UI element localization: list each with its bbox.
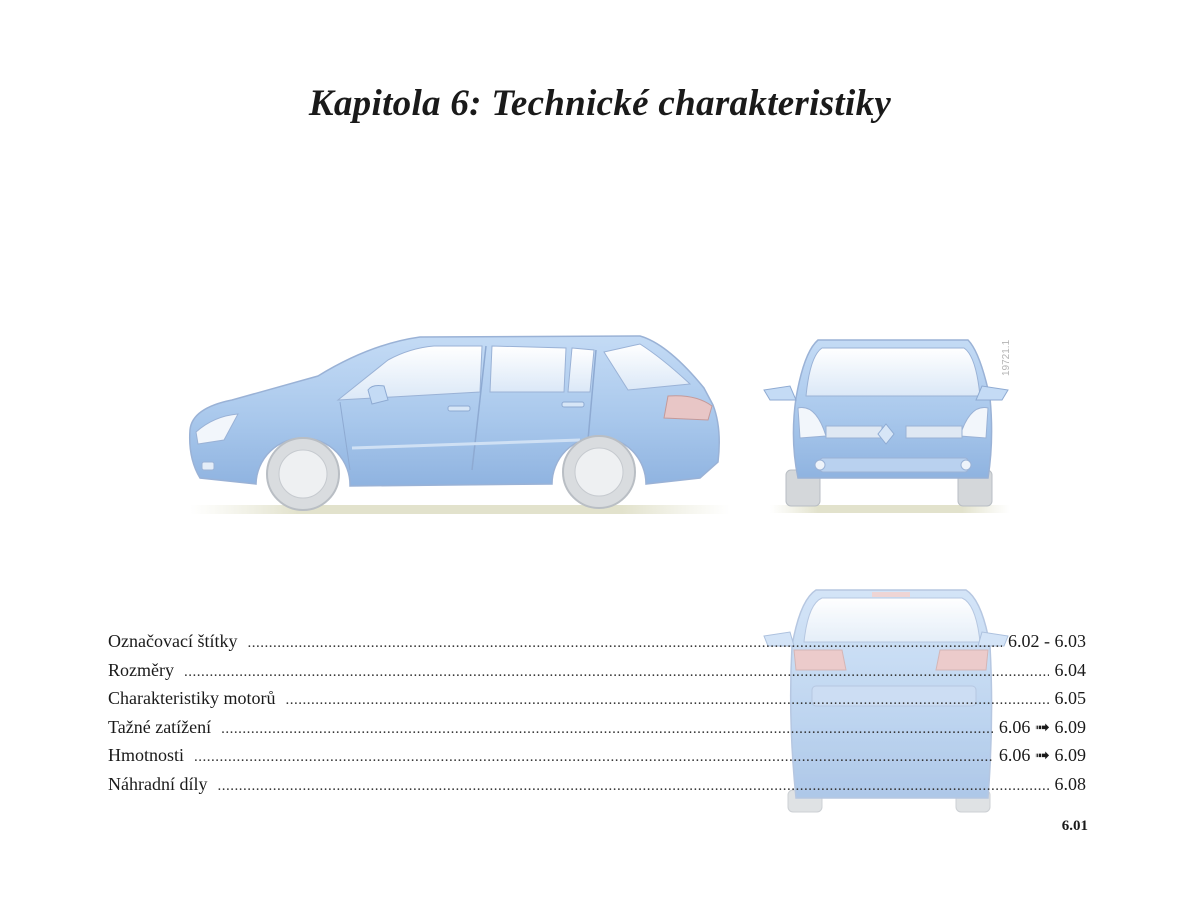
toc-entry-pages: 6.06 ➟ 6.09 xyxy=(998,716,1086,737)
car-side-view xyxy=(190,336,730,514)
page-number: 6.01 xyxy=(1061,818,1088,834)
toc-entry-oznacovaci-stitky[interactable] xyxy=(108,627,1086,656)
toc-entry-pages: 6.02 - 6.03 xyxy=(1008,631,1086,651)
toc-entry-label: Tažné zatížení xyxy=(108,716,212,737)
toc-entry-hmotnosti[interactable] xyxy=(108,741,1086,770)
toc-entry-pages: 6.05 xyxy=(1054,688,1086,709)
toc-entry-label: Náhradní díly xyxy=(108,773,208,794)
chapter-title: Kapitola 6: Technické charakteristiky xyxy=(308,83,892,124)
car-front-view xyxy=(764,340,1010,513)
toc-entry-label: Rozměry xyxy=(108,659,174,680)
toc-entry-label: Charakteristiky motorů xyxy=(108,688,276,709)
figure-reference-code: 19721.1 xyxy=(1001,339,1012,376)
toc-entry-rozmery[interactable] xyxy=(108,656,1086,685)
toc-dot-leader xyxy=(217,772,1048,801)
toc-entry-pages: 6.08 xyxy=(1054,773,1086,794)
toc-entry-label: Označovací štítky xyxy=(108,631,238,651)
toc-dot-leader xyxy=(184,658,1049,687)
toc-dot-leader xyxy=(285,686,1048,715)
toc-entry-pages: 6.04 xyxy=(1054,659,1086,680)
toc-entry-tazne-zatizeni[interactable] xyxy=(108,713,1086,742)
toc-entry-label: Hmotnosti xyxy=(108,745,185,766)
toc-entry-charakteristiky-motoru[interactable] xyxy=(108,684,1086,713)
table-of-contents xyxy=(108,627,1086,799)
toc-dot-leader xyxy=(247,629,1002,658)
toc-entry-nahradni-dily[interactable] xyxy=(108,770,1086,799)
toc-dot-leader xyxy=(221,715,993,744)
toc-dot-leader xyxy=(194,743,993,772)
toc-entry-pages: 6.06 ➟ 6.09 xyxy=(998,745,1086,766)
